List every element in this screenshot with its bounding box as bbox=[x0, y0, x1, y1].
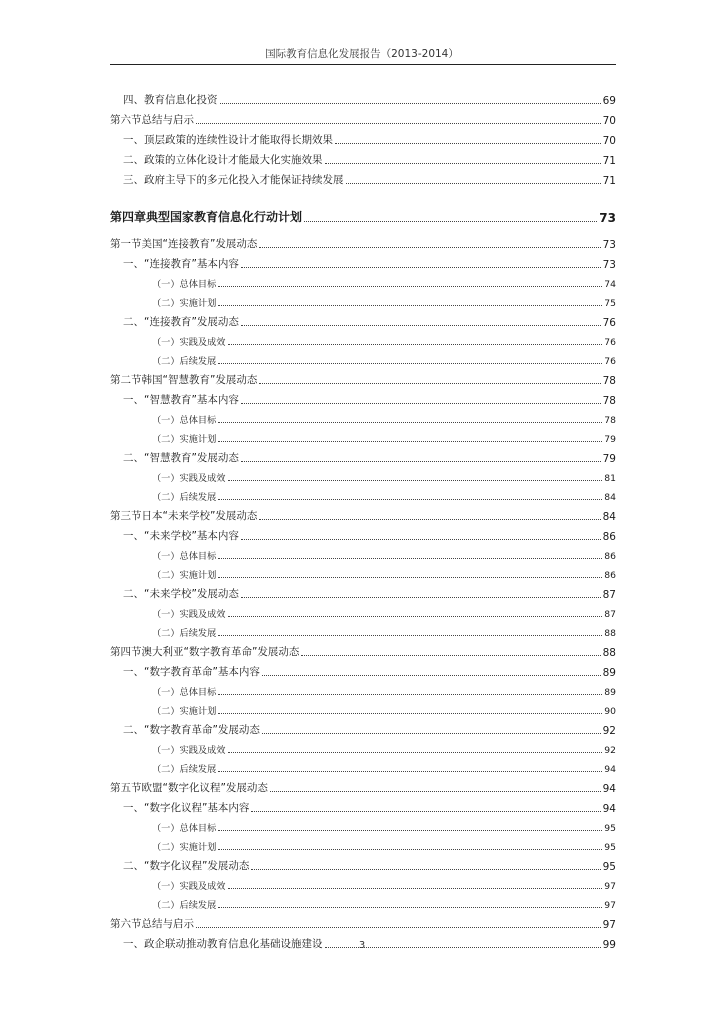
toc-entry-page: 73 bbox=[599, 211, 616, 225]
header-rule bbox=[110, 64, 616, 65]
toc-leader-dots bbox=[325, 163, 601, 164]
toc-item-entry[interactable] bbox=[110, 834, 616, 853]
toc-leader-dots bbox=[262, 733, 601, 734]
toc-entry-title: （二）实施计划 bbox=[152, 706, 217, 717]
toc-entry-page: 73 bbox=[602, 239, 616, 251]
toc-entry-page: 99 bbox=[602, 939, 616, 951]
toc-leader-dots bbox=[346, 183, 601, 184]
toc-entry-page: 90 bbox=[604, 706, 616, 717]
toc-entry-title: 一、顶层政策的连续性设计才能取得长期效果 bbox=[123, 134, 333, 146]
toc-entry-page: 86 bbox=[604, 570, 616, 581]
toc-entry-page: 97 bbox=[604, 900, 616, 911]
toc-entry-title: 一、“数字教育革命”基本内容 bbox=[123, 666, 260, 678]
toc-entry-page: 95 bbox=[604, 823, 616, 834]
toc-entry-title: （一）总体目标 bbox=[152, 551, 217, 562]
toc-item-entry[interactable] bbox=[110, 465, 616, 484]
toc-entry-title: 三、政府主导下的多元化投入才能保证持续发展 bbox=[123, 174, 344, 186]
toc-entry-title: （二）后续发展 bbox=[152, 900, 217, 911]
toc-item-entry[interactable] bbox=[110, 562, 616, 581]
toc-entry-title: （一）实践及成效 bbox=[152, 745, 226, 756]
toc-item-entry[interactable] bbox=[110, 679, 616, 698]
toc-entry-title: 第六节总结与启示 bbox=[110, 114, 194, 126]
toc-entry-title: 第二节韩国“智慧教育”发展动态 bbox=[110, 374, 258, 386]
toc-entry-title: 第四节澳大利亚“数字教育革命”发展动态 bbox=[110, 646, 300, 658]
toc-entry-title: （一）实践及成效 bbox=[152, 609, 226, 620]
toc-entry-page: 94 bbox=[604, 764, 616, 775]
toc-subsection-entry[interactable] bbox=[110, 853, 616, 873]
toc-entry-title: 第六节总结与启示 bbox=[110, 918, 194, 930]
toc-entry-title: 一、政企联动推动教育信息化基础设施建设 bbox=[123, 938, 323, 950]
toc-entry-title: 第三节日本“未来学校”发展动态 bbox=[110, 510, 258, 522]
toc-leader-dots bbox=[241, 597, 601, 598]
toc-leader-dots bbox=[251, 811, 600, 812]
toc-entry-title: 四、教育信息化投资 bbox=[123, 94, 218, 106]
toc-item-entry[interactable] bbox=[110, 698, 616, 717]
toc-entry-title: 第五节欧盟“数字化议程”发展动态 bbox=[110, 782, 268, 794]
toc-item-entry[interactable] bbox=[110, 756, 616, 775]
toc-item-entry[interactable] bbox=[110, 620, 616, 639]
toc-leader-dots bbox=[218, 422, 602, 423]
toc-entry-title: （二）实施计划 bbox=[152, 298, 217, 309]
toc-leader-dots bbox=[218, 830, 602, 831]
toc-item-entry[interactable] bbox=[110, 426, 616, 445]
toc-entry-page: 79 bbox=[602, 453, 616, 465]
toc-entry-page: 86 bbox=[604, 551, 616, 562]
toc-leader-dots bbox=[218, 363, 602, 364]
toc-leader-dots bbox=[228, 752, 603, 753]
toc-leader-dots bbox=[218, 441, 602, 442]
toc-subsection-entry[interactable] bbox=[110, 581, 616, 601]
toc-entry-page: 89 bbox=[604, 687, 616, 698]
toc-item-entry[interactable] bbox=[110, 892, 616, 911]
toc-entry-title: （二）实施计划 bbox=[152, 434, 217, 445]
toc-entry-title: 一、“未来学校”基本内容 bbox=[123, 530, 239, 542]
toc-entry-page: 70 bbox=[602, 115, 616, 127]
toc-leader-dots bbox=[218, 577, 602, 578]
toc-leader-dots bbox=[196, 927, 601, 928]
toc-section-entry[interactable] bbox=[110, 231, 616, 251]
toc-section-entry[interactable] bbox=[110, 503, 616, 523]
toc-entry-page: 97 bbox=[602, 919, 616, 931]
toc-leader-dots bbox=[218, 558, 602, 559]
toc-leader-dots bbox=[228, 888, 603, 889]
toc-leader-dots bbox=[228, 616, 603, 617]
toc-subsection-entry[interactable] bbox=[110, 523, 616, 543]
toc-entry-page: 92 bbox=[602, 725, 616, 737]
toc-entry-page: 76 bbox=[602, 317, 616, 329]
toc-entry-title: （一）实践及成效 bbox=[152, 337, 226, 348]
toc-leader-dots bbox=[218, 286, 602, 287]
toc-subsection-entry[interactable] bbox=[110, 445, 616, 465]
toc-subsection-entry[interactable] bbox=[110, 251, 616, 271]
toc-leader-dots bbox=[304, 221, 597, 222]
toc-section-entry[interactable] bbox=[110, 107, 616, 127]
toc-leader-dots bbox=[270, 791, 601, 792]
toc-entry-page: 70 bbox=[602, 135, 616, 147]
toc-leader-dots bbox=[241, 325, 601, 326]
toc-subsection-entry[interactable] bbox=[110, 309, 616, 329]
toc-entry-title: 第四章典型国家教育信息化行动计划 bbox=[110, 210, 303, 224]
toc-item-entry[interactable] bbox=[110, 271, 616, 290]
toc-entry-title: （二）实施计划 bbox=[152, 842, 217, 853]
toc-leader-dots bbox=[251, 869, 600, 870]
toc-subsection-entry[interactable] bbox=[110, 167, 616, 187]
toc-entry-page: 97 bbox=[604, 881, 616, 892]
toc-entry-page: 78 bbox=[602, 395, 616, 407]
toc-entry-page: 75 bbox=[604, 298, 616, 309]
toc-entry-title: 二、“未来学校”发展动态 bbox=[123, 588, 239, 600]
table-of-contents bbox=[110, 87, 616, 951]
toc-entry-title: 二、政策的立体化设计才能最大化实施效果 bbox=[123, 154, 323, 166]
toc-entry-page: 76 bbox=[604, 337, 616, 348]
toc-entry-page: 73 bbox=[602, 259, 616, 271]
toc-entry-title: 二、“数字教育革命”发展动态 bbox=[123, 724, 260, 736]
toc-entry-title: 第一节美国“连接教育”发展动态 bbox=[110, 238, 258, 250]
toc-subsection-entry[interactable] bbox=[110, 147, 616, 167]
toc-item-entry[interactable] bbox=[110, 815, 616, 834]
toc-subsection-entry[interactable] bbox=[110, 659, 616, 679]
toc-leader-dots bbox=[259, 383, 600, 384]
toc-item-entry[interactable] bbox=[110, 873, 616, 892]
toc-entry-title: 一、“智慧教育”基本内容 bbox=[123, 394, 239, 406]
toc-entry-title: （一）实践及成效 bbox=[152, 881, 226, 892]
toc-leader-dots bbox=[218, 771, 602, 772]
toc-entry-page: 81 bbox=[604, 473, 616, 484]
toc-leader-dots bbox=[218, 499, 602, 500]
toc-entry-page: 94 bbox=[602, 803, 616, 815]
toc-entry-title: （一）总体目标 bbox=[152, 823, 217, 834]
toc-entry-page: 71 bbox=[602, 175, 616, 187]
toc-leader-dots bbox=[218, 849, 602, 850]
toc-entry-page: 92 bbox=[604, 745, 616, 756]
toc-entry-page: 76 bbox=[604, 356, 616, 367]
toc-section-entry[interactable] bbox=[110, 639, 616, 659]
toc-entry-page: 94 bbox=[602, 783, 616, 795]
toc-leader-dots bbox=[241, 267, 601, 268]
toc-leader-dots bbox=[241, 461, 601, 462]
toc-leader-dots bbox=[228, 480, 603, 481]
toc-entry-title: （一）总体目标 bbox=[152, 279, 217, 290]
toc-item-entry[interactable] bbox=[110, 543, 616, 562]
toc-section-entry[interactable] bbox=[110, 911, 616, 931]
toc-entry-page: 84 bbox=[604, 492, 616, 503]
toc-entry-page: 87 bbox=[602, 589, 616, 601]
toc-entry-page: 95 bbox=[602, 861, 616, 873]
toc-entry-page: 88 bbox=[604, 628, 616, 639]
toc-subsection-entry[interactable] bbox=[110, 795, 616, 815]
toc-entry-title: （一）总体目标 bbox=[152, 415, 217, 426]
toc-subsection-entry[interactable] bbox=[110, 717, 616, 737]
toc-entry-title: （二）实施计划 bbox=[152, 570, 217, 581]
toc-item-entry[interactable] bbox=[110, 407, 616, 426]
toc-leader-dots bbox=[218, 305, 602, 306]
toc-leader-dots bbox=[218, 694, 602, 695]
toc-leader-dots bbox=[218, 907, 602, 908]
toc-leader-dots bbox=[301, 655, 600, 656]
toc-entry-title: （二）后续发展 bbox=[152, 492, 217, 503]
running-header: 国际教育信息化发展报告（2013-2014） bbox=[265, 48, 459, 60]
toc-item-entry[interactable] bbox=[110, 737, 616, 756]
toc-entry-title: 二、“数字化议程”发展动态 bbox=[123, 860, 250, 872]
toc-entry-page: 86 bbox=[602, 531, 616, 543]
toc-entry-title: （二）后续发展 bbox=[152, 356, 217, 367]
toc-entry-page: 87 bbox=[604, 609, 616, 620]
toc-item-entry[interactable] bbox=[110, 348, 616, 367]
toc-item-entry[interactable] bbox=[110, 601, 616, 620]
toc-subsection-entry[interactable] bbox=[110, 127, 616, 147]
toc-chapter-entry[interactable] bbox=[110, 203, 616, 225]
toc-entry-page: 71 bbox=[602, 155, 616, 167]
toc-leader-dots bbox=[196, 123, 601, 124]
toc-entry-page: 79 bbox=[604, 434, 616, 445]
toc-entry-page: 78 bbox=[604, 415, 616, 426]
toc-leader-dots bbox=[262, 675, 601, 676]
toc-leader-dots bbox=[259, 519, 600, 520]
toc-entry-page: 69 bbox=[602, 95, 616, 107]
toc-entry-title: （二）后续发展 bbox=[152, 628, 217, 639]
toc-subsection-entry[interactable] bbox=[110, 387, 616, 407]
toc-section-entry[interactable] bbox=[110, 367, 616, 387]
toc-leader-dots bbox=[218, 635, 602, 636]
toc-item-entry[interactable] bbox=[110, 329, 616, 348]
toc-leader-dots bbox=[335, 143, 601, 144]
toc-item-entry[interactable] bbox=[110, 484, 616, 503]
toc-entry-title: （一）实践及成效 bbox=[152, 473, 226, 484]
toc-entry-page: 78 bbox=[602, 375, 616, 387]
page-number: 3 bbox=[358, 940, 366, 951]
toc-entry-title: 一、“数字化议程”基本内容 bbox=[123, 802, 250, 814]
toc-entry-title: （一）总体目标 bbox=[152, 687, 217, 698]
toc-leader-dots bbox=[259, 247, 600, 248]
toc-entry-page: 95 bbox=[604, 842, 616, 853]
toc-entry-page: 88 bbox=[602, 647, 616, 659]
toc-entry-title: 二、“智慧教育”发展动态 bbox=[123, 452, 239, 464]
toc-section-entry[interactable] bbox=[110, 775, 616, 795]
toc-entry-page: 84 bbox=[602, 511, 616, 523]
toc-leader-dots bbox=[241, 539, 601, 540]
toc-leader-dots bbox=[220, 103, 601, 104]
toc-entry-title: 二、“连接教育”发展动态 bbox=[123, 316, 239, 328]
toc-subsection-entry[interactable] bbox=[110, 87, 616, 107]
toc-entry-title: （二）后续发展 bbox=[152, 764, 217, 775]
toc-entry-page: 89 bbox=[602, 667, 616, 679]
toc-leader-dots bbox=[218, 713, 602, 714]
toc-item-entry[interactable] bbox=[110, 290, 616, 309]
toc-entry-title: 一、“连接教育”基本内容 bbox=[123, 258, 239, 270]
toc-leader-dots bbox=[241, 403, 601, 404]
toc-leader-dots bbox=[228, 344, 603, 345]
toc-entry-page: 74 bbox=[604, 279, 616, 290]
